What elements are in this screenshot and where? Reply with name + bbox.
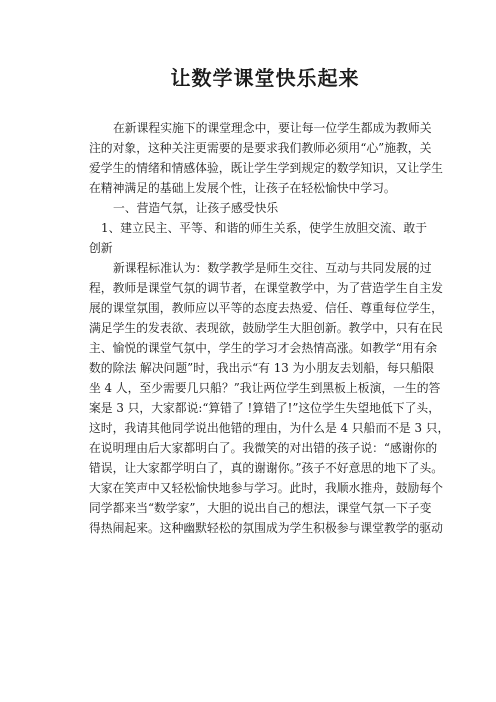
text-line: 得热闹起来。这种幽默轻松的氛围成为学生积极参与课堂教学的驱动	[89, 521, 443, 535]
section-heading	[89, 198, 411, 218]
text-line: 一、营造气氛，让孩子感受快乐	[113, 201, 279, 215]
text-line: 在新课程实施下的课堂理念中，要让每一位学生都成为教师关	[113, 121, 432, 135]
text-line: 错误，让大家都学明白了，真的谢谢你。”孩子不好意思的地下了头。	[89, 461, 444, 475]
subsection-heading	[89, 218, 428, 258]
text-line: 坐 4 人，至少需要几只船？”我让两位学生到黑板上板演，一生的答	[89, 381, 441, 395]
text-line: 爱学生的情绪和情感体验，既让学生学到规定的数学知识，又让学生	[89, 161, 443, 175]
text-line: 展的课堂氛围，教师应以平等的态度去热爱、信任、尊重每位学生，	[89, 301, 443, 315]
text-line: 新课程标准认为：数学教学是师生交往、互动与共同发展的过	[113, 261, 432, 275]
document-body	[89, 118, 450, 538]
paragraph-intro	[89, 118, 443, 198]
text-line: 在精神满足的基础上发展个性，让孩子在轻松愉快中学习。	[89, 181, 396, 195]
text-line: 同学都来当“数学家”，大胆的说出自己的想法，课堂气氛一下子变	[89, 501, 432, 515]
paragraph-body	[89, 258, 450, 538]
document-title: 让数学课堂快乐起来	[170, 66, 360, 90]
text-line: 程，教师是课堂气氛的调节者，在课堂教学中，为了营造学生自主发	[89, 281, 443, 295]
text-line: 主、愉悦的课堂气氛中，学生的学习才会热情高涨。如教学“用有余	[89, 341, 438, 355]
text-line: 注的对象，这种关注更需要的是要求我们教师必须用“心”施教，关	[89, 141, 432, 155]
text-line: 案是 3 只，大家都说:“算错了 !算错了!”这位学生失望地低下了头，	[89, 401, 440, 415]
text-line: 在说明理由后大家都明白了。我微笑的对出错的孩子说：“感谢你的	[89, 441, 438, 455]
text-line: 1、建立民主、平等、和谐的师生关系，使学生放胆交流、敢于	[101, 221, 428, 235]
text-line: 创新	[89, 241, 113, 255]
text-line: 满足学生的发表欲、表现欲，鼓励学生大胆创新。教学中，只有在民	[89, 321, 443, 335]
text-line: 这时，我请其他同学说出他错的理由，为什么是 4 只船而不是 3 只，	[89, 421, 450, 435]
text-line: 大家在笑声中又轻松愉快地参与学习。此时，我顺水推舟，鼓励每个	[89, 481, 443, 495]
text-line: 数的除法 解决问题”时，我出示“有 13 为小朋友去划船，每只船限	[89, 361, 435, 375]
